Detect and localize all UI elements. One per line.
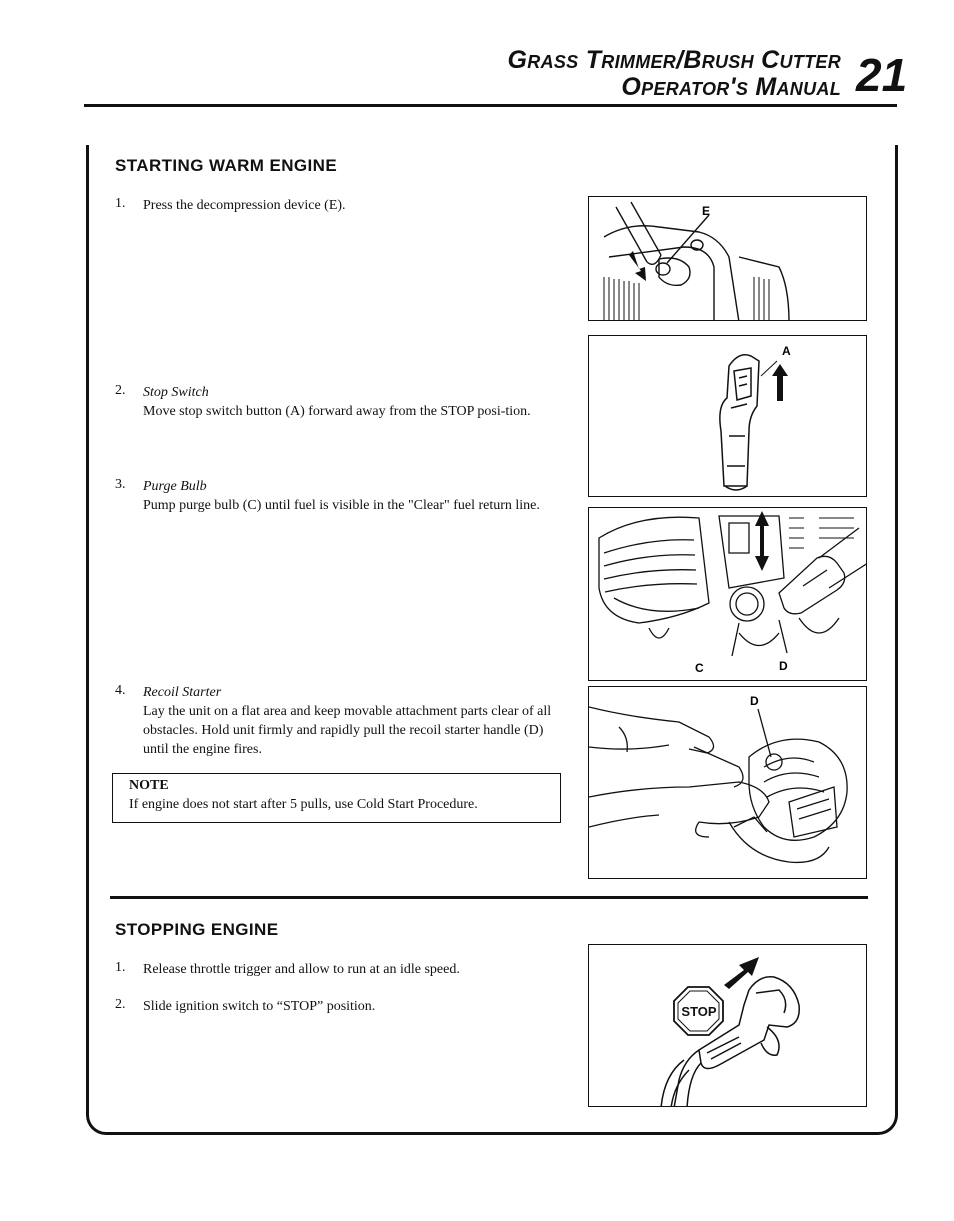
step-1-number: 1. [115,196,126,211]
step-3-title: Purge Bulb [143,479,207,494]
step-2-number: 2. [115,383,126,398]
section-heading-warm: STARTING WARM ENGINE [115,156,338,175]
step-1-text: Press the decompression device (E). [143,198,346,213]
step-3-text: Pump purge bulb (C) until fuel is visible in the "Clear" fuel return line. [143,498,540,513]
purge-bulb-illustration [589,508,867,681]
manual-title [508,47,841,101]
stop-step-2-number: 2. [115,997,126,1012]
step-2-title: Stop Switch [143,385,209,400]
figure-label-e: E [702,204,711,218]
section-divider [110,896,868,899]
stop-sign-text: STOP [681,1004,717,1019]
figure-label-a: A [782,344,791,358]
manual-title-line2: Operator's Manual [621,73,841,101]
figure-stop-position [588,944,867,1107]
decompression-illustration [589,197,867,321]
figure-decompression [588,196,867,321]
figure-recoil-starter [588,686,867,879]
step-4-title: Recoil Starter [143,685,222,700]
step-2 [143,383,563,421]
manual-title-line1: Grass Trimmer/Brush Cutter [507,46,841,74]
note-text: If engine does not start after 5 pulls, use Cold Start Procedure. [129,797,478,812]
step-4 [143,683,563,759]
figure-label-d-recoil: D [750,694,759,708]
page-number: 21 [856,49,908,101]
stop-step-1-text: Release throttle trigger and allow to run at an idle speed. [143,962,460,977]
stop-switch-illustration [589,336,867,497]
figure-purge-bulb [588,507,867,681]
note-box [112,773,561,823]
step-4-text: Lay the unit on a flat area and keep movable attachment parts clear of all obstacles. Hold unit firmly and rapidly pull the recoil starter handle (D) until the engine fires. [143,704,552,757]
header-rule [84,104,897,107]
stop-step-1-number: 1. [115,960,126,975]
figure-label-d-purge: D [779,659,788,673]
figure-stop-switch [588,335,867,497]
note-title: NOTE [129,778,169,793]
figure-label-c: C [695,661,704,675]
step-4-number: 4. [115,683,126,698]
stop-step-2-text: Slide ignition switch to “STOP” position. [143,999,376,1014]
step-3-number: 3. [115,477,126,492]
step-3 [143,477,563,515]
step-2-text: Move stop switch button (A) forward away from the STOP posi-tion. [143,404,531,419]
stop-position-illustration [589,945,867,1107]
recoil-starter-illustration [589,687,867,879]
section-heading-stopping: STOPPING ENGINE [115,920,279,939]
